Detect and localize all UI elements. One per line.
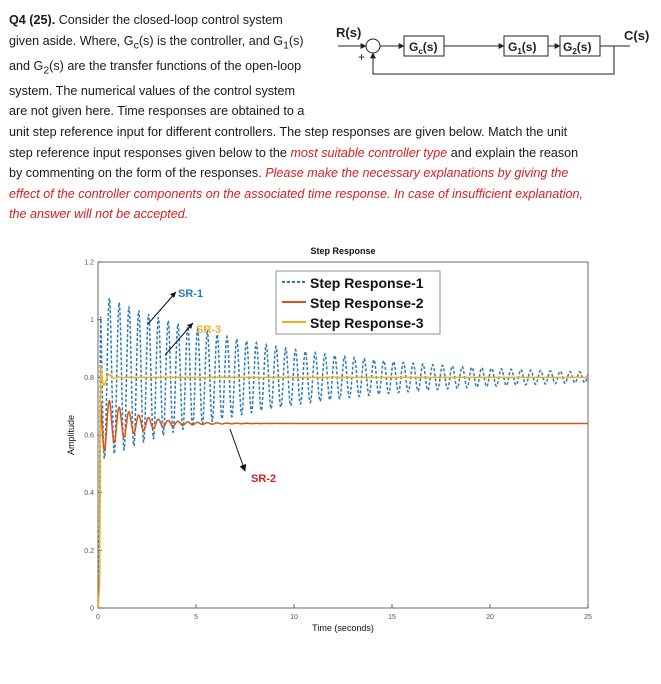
output-label: C(s) (624, 28, 650, 43)
question-line-8: by commenting on the form of the responses. Please make the necessary explanations by giving the (9, 166, 569, 181)
question-line-4: system. The numerical values of the control system (9, 83, 296, 98)
question-line-5: are not given here. Time responses are obtained to a (9, 104, 305, 119)
question-line-1: Q4 (25). Consider the closed-loop control system (9, 13, 283, 27)
legend-label-3: Step Response-3 (310, 315, 424, 331)
question-line-9: effect of the controller components on the associated time response. In case of insufficient explanation, (9, 186, 584, 201)
emphasis-controller-type: most suitable controller type (290, 145, 448, 160)
x-tick-label: 5 (194, 614, 198, 621)
summing-junction (366, 39, 380, 53)
sr3-label: SR-3 (196, 324, 222, 336)
step-response-chart (60, 244, 600, 644)
block-diagram (330, 14, 661, 84)
question-line-7: step reference input responses given below to the most suitable controller type and explain the reason (9, 145, 579, 160)
y-tick-label: 1 (90, 317, 94, 325)
question-line-3: and $G_2(s)$ are the transfer functions of the open-loop (9, 58, 302, 77)
plant2-label: $G_2(s)$ (563, 40, 592, 56)
legend-label-1: Step Response-1 (310, 275, 424, 291)
input-label: R(s) (336, 25, 362, 40)
x-axis-label: Time (seconds) (312, 623, 374, 633)
y-tick-label: 0.6 (84, 432, 94, 440)
plant1-label: $G_1(s)$ (508, 40, 537, 56)
question-line-10: the answer will not be accepted. (9, 207, 189, 222)
y-axis-label: Amplitude (66, 414, 76, 456)
y-tick-label: 0.8 (84, 374, 94, 382)
y-tick-label: 0 (90, 605, 94, 613)
question-line-6: unit step reference input for different controllers. The step responses are given below. Match the unit (9, 125, 568, 139)
legend (276, 271, 440, 334)
controller-label: $G_c(s)$ (409, 40, 438, 56)
x-tick-label: 15 (388, 614, 396, 621)
y-tick-label: 0.4 (84, 490, 94, 498)
chart-title: Step Response (310, 246, 376, 256)
x-tick-label: 25 (584, 614, 592, 621)
question-number: Q4 (25). (9, 13, 56, 27)
sum-sign: + (358, 50, 366, 64)
y-tick-label: 0.2 (84, 547, 94, 555)
y-tick-label: 1.2 (84, 259, 94, 267)
sr2-label: SR-2 (251, 473, 277, 485)
x-tick-label: 10 (290, 614, 298, 621)
sr1-label: SR-1 (178, 288, 204, 300)
legend-label-2: Step Response-2 (310, 295, 424, 311)
question-line-2: given aside. Where, $G_c(s)$ is the controller, and $G_1(s)$ (9, 33, 304, 52)
x-tick-label: 20 (486, 614, 494, 621)
x-tick-label: 0 (96, 614, 100, 621)
